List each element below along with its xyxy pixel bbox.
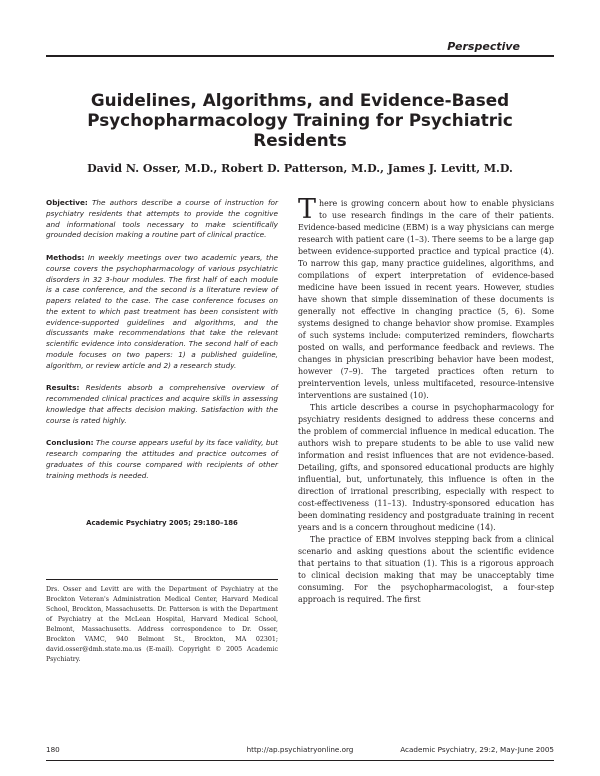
methods-text: In weekly meetings over two academic years, the course covers the psychopharmacology of various psychiatric disorders in 32 3-hour modules. The first half of each module is a case conference, and the second is a literature review of papers related to the case. The case conference focuses on the extent to which past treatment has been consistent with evidence-supported guidelines and algorithms, and the discussants make recommendations that take the relevant scientific evidence into consideration. The second half of each module focuses on two papers: 1) a published guideline, algorithm, or review article and 2) a research study. — [46, 253, 278, 370]
journal-citation: Academic Psychiatry 2005; 29:180–186 — [86, 519, 238, 527]
body-paragraph-1-text: here is growing concern about how to enable physicians to use research findings in the care of their patients. Evidence-based medicine (EBM) is a way physicians can merge research with patient care (1–3). There seems to be a large gap between evidence-supported practice and typical practice (4). To narrow this gap, many practice guidelines, algorithms, and compilations of expert interpretation of evidence-based medicine have been issued in recent years. However, studies have shown that simple dissemination of these documents is generally not effective in changing practice (5, 6). Some systems designed to change behavior show promise. Examples of such systems include: computerized reminders, flowcharts posted on walls, and performance feedback and reviews. The changes in physician prescribing behavior have been modest, however (7–9). The targeted practices often return to preintervention levels, unless multifaceted, resource-intensive interventions are sustained (10). — [298, 199, 554, 400]
abstract-results — [46, 383, 278, 426]
author-list: David N. Osser, M.D., Robert D. Patterson, M.D., James J. Levitt, M.D. — [87, 162, 513, 175]
objective-label: Objective: — [46, 198, 88, 207]
author-affiliation-footnote: Drs. Osser and Levitt are with the Department of Psychiatry at the Brockton Veteran's Administration Medical Center, Harvard Medical School, Brockton, Massachusetts. Dr. Patterson is with the Department of Psychiatry at the McLean Hospital, Harvard Medical School, Belmont, Massachusetts. Address correspondence to Dr. Osser, Brockton VAMC, 940 Belmont St., Brockton, MA 02301; david.osser@dmh.state.ma.us (E-mail). Copyright © 2005 Academic Psychiatry. — [46, 586, 278, 663]
drop-cap: T — [298, 194, 317, 225]
page-number: 180 — [46, 745, 60, 754]
header-rule — [46, 55, 554, 57]
conclusion-label: Conclusion: — [46, 438, 94, 448]
abstract-conclusion — [46, 438, 278, 481]
abstract-methods — [46, 253, 278, 371]
body-paragraph-1 — [298, 194, 554, 402]
abstract — [46, 198, 278, 493]
results-label: Results: — [46, 383, 80, 393]
title-line-2: Psychopharmacology Training for Psychiatric Residents — [87, 110, 513, 150]
methods-label: Methods: — [46, 253, 85, 262]
article-title — [40, 90, 560, 150]
body-paragraph-3: The practice of EBM involves stepping back from a clinical scenario and asking questions about the scientific evidence that pertains to that situation (1). This is a rigorous approach to clinical decision making that may be unacceptably time consuming. For the psychopharmacologist, a four-step approach is required. The first — [298, 535, 554, 604]
objective-text: The authors describe a course of instruction for psychiatry residents that attempts to provide the cognitive and informational tools necessary to make scientifically grounded decision making a routine part of clinical practice. — [46, 198, 278, 240]
footer-rule — [46, 760, 554, 761]
journal-issue: Academic Psychiatry, 29:2, May-June 2005 — [400, 745, 554, 754]
body-paragraph-2: This article describes a course in psychopharmacology for psychiatry residents designed to address these concerns and the problem of commercial influence in medical education. The authors wish to prepare students to be able to use valid new information and resist influences that are not evidence-based. Detailing, gifts, and sponsored educational products are highly influential, but, unfortunately, this influence is often in the direction of irrational prescribing, especially with respect to cost-effectiveness (11–13). Industry-sponsored education has been dominating residency and postgraduate training in recent years and is a concern throughout medicine (14). — [298, 403, 554, 532]
journal-url[interactable]: http://ap.psychiatryonline.org — [246, 745, 354, 754]
section-label: Perspective — [447, 40, 520, 53]
footnote-rule — [46, 579, 278, 580]
body-text-column — [298, 194, 554, 606]
conclusion-text: The course appears useful by its face validity, but research comparing the attitudes and practice outcomes of graduates of this course compared with recipients of other training methods is needed. — [46, 438, 279, 480]
results-text: Residents absorb a comprehensive overview of recommended clinical practices and acquire skills in assessing knowledge that affects decision making. Satisfaction with the course is rated highly. — [46, 383, 278, 425]
abstract-objective — [46, 198, 278, 241]
title-line-1: Guidelines, Algorithms, and Evidence-Based — [90, 90, 510, 110]
